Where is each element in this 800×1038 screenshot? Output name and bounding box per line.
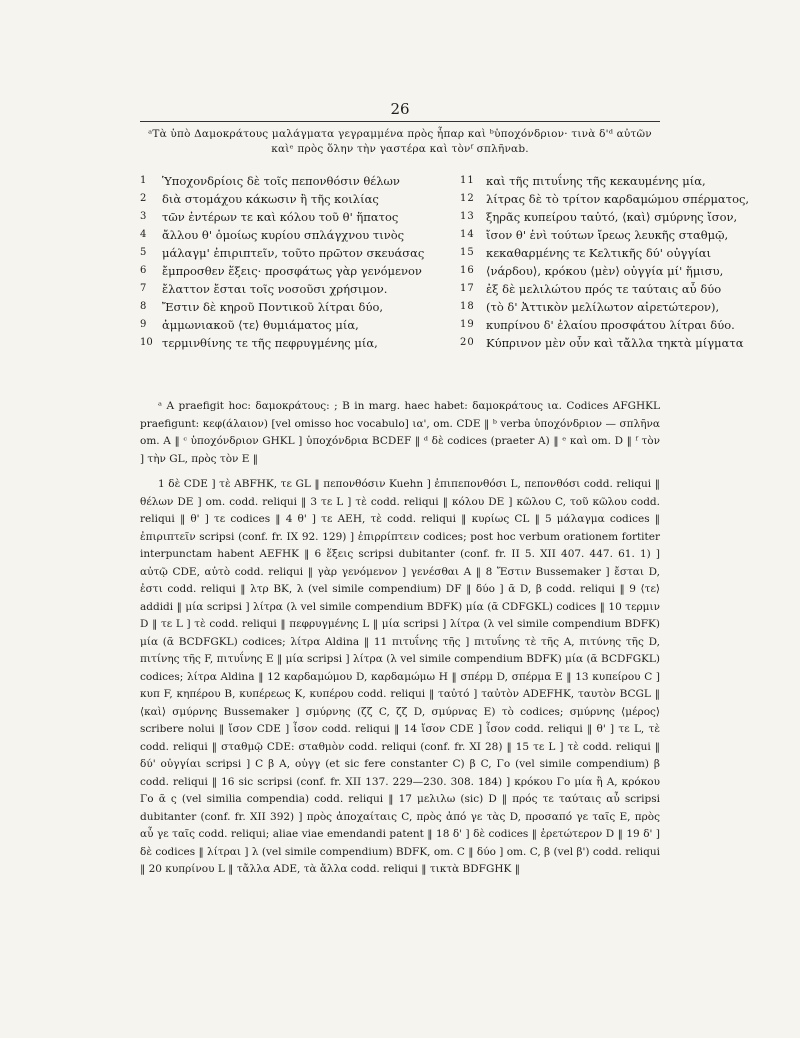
verse-text: ἀμμωνιακοῦ ⟨τε⟩ θυμιάματος μία, <box>162 318 359 332</box>
verse-text: Ἔστιν δὲ κηροῦ Ποντικοῦ λίτραι δύο, <box>162 300 384 314</box>
line-number: 15 <box>460 247 475 258</box>
verse-text: ἔμπροσθεν ἕξεις· προσφάτως γὰρ γενόμενον <box>162 264 422 278</box>
line-number: 19 <box>460 319 475 330</box>
line-number: 4 <box>140 229 147 240</box>
line-number: 12 <box>460 193 475 204</box>
verse-line <box>140 172 450 190</box>
verse-text: Κύπρινον μὲν οὖν καὶ τἄλλα τηκτὰ μίγματα <box>486 336 744 350</box>
verse-column-right <box>460 172 790 352</box>
apparatus-line-notes: 1 δὲ CDE ] τὲ ABFHK, τε GL ‖ πεπονθόσιν Kuehn ] ἐπιπεπονθόσι L, πεπονθόσι codd. reliqui ‖ θέλων DE ] om. codd. reliqui ‖ 3 τε L ] τὲ codd. reliqui ‖ κόλου DE ] κῶλου C, τοῦ κῶλου codd. reliqui ‖ θ' ] τε codices ‖ 4 θ' ] τε AEH, τὲ codd. reliqui ‖ κυρίως CL ‖ 5 μάλαγμα codices ‖ ἐπιριπτεῖν scripsi (conf. fr. IX 92. 129) ] ἐπιρρίπτειν codices; post hoc verbum orationem fortiter interpunctam habent AEFHK ‖ 6 ἕξεις scripsi dubitanter (conf. fr. II 5. XII 407. 447. 61. 1) ] αὐτῷ CDE, αὐτὸ codd. reliqui ‖ γὰρ γενόμενον ] γενέσθαι A ‖ 8 Ἔστιν Bussemaker ] ἔσται D, ἐστι codd. reliqui ‖ λτρ BK, λ (vel simile compendium) DF ‖ δύο ] ᾶ D, β codd. reliqui ‖ 9 ⟨τε⟩ addidi ‖ μία scripsi ] λίτρα (λ vel simile compendium BDFK) μία (ᾶ CDFGKL) codices ‖ 10 τερμιν D ‖ τε L ] τὲ codd. reliqui ‖ πεφρυγμένης L ‖ μία scripsi ] λίτρα (λ vel simile compendium BDFK) μία (ᾶ BCDFGKL) codices; λίτρα Aldina ‖ 11 πιτυΐνης τῆς ] πιτυΐνης τὲ τῆς A, πιτύνης τῆς D, πιτίνης τῆς F, πιτυΐνης E ‖ μία scripsi ] λίτρα (λ vel simile compendium BDFK) μία (ᾶ BCDFGKL) codices; λίτρα Aldina ‖ 12 καρδαμώμου D, καρδαμώμω H ‖ σπέρμ D, σπέρμα E ‖ 13 κυπείρου C ] κυπ F, κηπέρου B, κυπέρεως K, κυπέρου codd. reliqui ‖ ταὐτό ] ταὐτὸν ADEFHK, ταυτὸν BCGL ‖ ⟨καὶ⟩ σμύρνης Bussemaker ] σμύρνης (ζζ C, ζζ D, σμύρνας E) τὸ codices; σμύρνης ⟨μέρος⟩ scribere nolui ‖ ἴσον CDE ] ἶσον codd. reliqui ‖ 14 ἴσον CDE ] ἶσον codd. reliqui ‖ θ' ] τε L, τὲ codd. reliqui ‖ σταθμῷ CDE: σταθμὸν codd. reliqui (conf. fr. XI 28) ‖ 15 τε L ] τὲ codd. reliqui ‖ δύ' οὐγγίαι scripsi ] C β A, οὐγγ (et sic fere constanter C) β C, Γο (vel simile compendium) β codd. reliqui ‖ 16 sic scripsi (conf. fr. XII 137. 229—230. 308. 184) ] κρόκου Γο μία ἢ A, κρόκου Γο ᾶ ς (vel similia compendia) codd. reliqui ‖ 17 μελιλω (sic) D ‖ πρός τε ταύταις αὖ scripsi dubitanter (conf. fr. XII 392) ] πρὸς ἀποχαίταις C, πρὸς ἀπό γε τὰς D, προσαπό γε ταῖς E, πρὸς αὖ γε ταῖς codd. reliqui; aliae viae emendandi patent ‖ 18 δ' ] δὲ codices ‖ ἐρετώτερον D ‖ 19 δ' ] δὲ codices ‖ λίτραι ] λ (vel simile compendium) BDFK, om. C ‖ δύο ] om. C, β (vel β') codd. reliqui ‖ 20 κυπρίνου L ‖ τἄλλα ADE, τὰ ἄλλα codd. reliqui ‖ τικτὰ BDFGHK ‖ <box>140 478 660 875</box>
line-number: 8 <box>140 301 147 312</box>
verse-line <box>140 334 450 352</box>
verse-text: ἄλλου θ' ὁμοίως κυρίου σπλάγχνου τινὸς <box>162 228 405 242</box>
verse-line <box>140 280 450 298</box>
verse-text: Ὑποχονδρίοις δὲ τοῖς πεπονθόσιν θέλων <box>162 174 400 188</box>
verse-line <box>460 244 790 262</box>
line-number: 11 <box>460 175 475 186</box>
verse-line <box>140 190 450 208</box>
verse-text: τῶν ἐντέρων τε καὶ κόλου τοῦ θ' ἥπατος <box>162 210 399 224</box>
verse-text: ⟨νάρδου⟩, κρόκου ⟨μὲν⟩ οὐγγία μί' ἥμισυ, <box>486 264 724 278</box>
line-number: 1 <box>140 175 147 186</box>
verse-line <box>460 208 790 226</box>
verse-text: ξηρᾶς κυπείρου ταὐτό, ⟨καὶ⟩ σμύρνης ἴσον, <box>486 210 738 224</box>
line-number: 10 <box>140 337 153 348</box>
verse-text: τερμινθίνης τε τῆς πεφρυγμένης μία, <box>162 336 378 350</box>
header-rule <box>140 121 660 122</box>
verse-line <box>460 262 790 280</box>
verse-line <box>140 226 450 244</box>
line-number: 18 <box>460 301 475 312</box>
line-number: 16 <box>460 265 475 276</box>
verse-text: διὰ στομάχου κάκωσιν ἢ τῆς κοιλίας <box>162 192 379 206</box>
verse-line <box>460 298 790 316</box>
line-number: 7 <box>140 283 147 294</box>
verse-line <box>460 280 790 298</box>
verse-line <box>460 172 790 190</box>
verse-text: μάλαγμ' ἐπιριπτεῖν, τοῦτο πρῶτον σκευάσας <box>162 246 425 260</box>
verse-line <box>460 190 790 208</box>
verse-text: κυπρίνου δ' ἐλαίου προσφάτου λίτραι δύο. <box>486 318 735 332</box>
verse-text: (τὸ δ' Ἀττικὸν μελίλωτον αἱρετώτερον), <box>486 300 720 314</box>
verse-column-left <box>140 172 450 352</box>
verse-line <box>460 316 790 334</box>
verse-text: λίτρας δὲ τὸ τρίτον καρδαμώμου σπέρματος, <box>486 192 750 206</box>
apparatus-title-notes: ᵃ A praefigit hoc: δαμοκράτους: ; B in marg. haec habet: δαμοκράτους ια. Codices AFGHKL praefigunt: κεφ(άλαιον) [vel omisso hoc vocabulo] ια', om. CDE ‖ ᵇ verba ὑποχόνδριον — σπλῆνα om. A ‖ ᶜ ὑποχόνδριον GHKL ] ὑποχόνδρια BCDEF ‖ ᵈ δὲ codices (praeter A) ‖ ᵉ καὶ om. D ‖ ᶠ τὸν ] τὴν GL, πρὸς τὸν E ‖ <box>140 400 660 465</box>
verse-text: κεκαθαρμένης τε Κελτικῆς δύ' οὐγγίαι <box>486 246 711 260</box>
verse-line <box>140 262 450 280</box>
verse-text: ἔλαττον ἔσται τοῖς νοσοῦσι χρήσιμον. <box>162 282 388 296</box>
line-number: 13 <box>460 211 475 222</box>
verse-text: καὶ τῆς πιτυΐνης τῆς κεκαυμένης μία, <box>486 174 706 188</box>
verse-line <box>140 244 450 262</box>
verse-line <box>460 334 790 352</box>
section-title <box>140 127 660 157</box>
title-line-2: καὶᵉ πρὸς ὅλην τὴν γαστέρα καὶ τὸνᶠ σπλῆναb. <box>271 143 529 155</box>
line-number: 14 <box>460 229 475 240</box>
line-number: 20 <box>460 337 475 348</box>
critical-apparatus <box>140 398 660 887</box>
line-number: 3 <box>140 211 147 222</box>
verse-line <box>140 316 450 334</box>
line-number: 5 <box>140 247 147 258</box>
verse-line <box>140 298 450 316</box>
line-number: 2 <box>140 193 147 204</box>
line-number: 6 <box>140 265 147 276</box>
line-number: 17 <box>460 283 475 294</box>
verse-line <box>460 226 790 244</box>
verse-text: ἴσον θ' ἑνὶ τούτων ἴρεως λευκῆς σταθμῷ, <box>486 228 729 242</box>
title-line-1: ᵃΤὰ ὑπὸ Δαμοκράτους μαλάγματα γεγραμμένα πρὸς ἧπαρ καὶ ᵇὑποχόνδριον· τινὰ δ'ᵈ αὐτῶν <box>148 128 652 140</box>
verse-text: ἐξ δὲ μελιλώτου πρός τε ταύταις αὖ δύο <box>486 282 722 296</box>
page-number: 26 <box>390 100 410 118</box>
verse-line <box>140 208 450 226</box>
line-number: 9 <box>140 319 147 330</box>
